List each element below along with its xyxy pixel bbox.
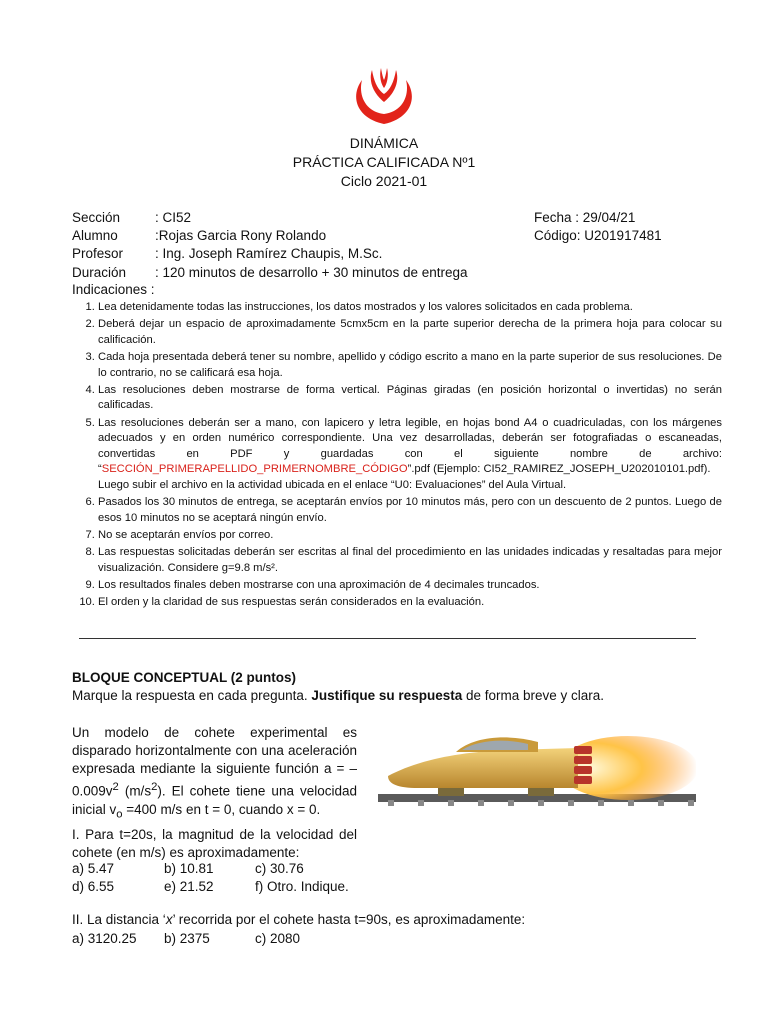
inst-bold: Justifique su respuesta [311, 688, 463, 703]
course-title: DINÁMICA [349, 135, 419, 151]
problem-statement [72, 724, 357, 823]
option-b: b) 10.81 [164, 861, 214, 876]
codigo-value: Código: U201917481 [534, 228, 662, 243]
superscript: 2 [112, 781, 119, 793]
instruction-item: 3. Cada hoja presentada deberá tener su nombre, apellido y código escrito a mano en la parte superior de sus resoluciones. De lo contrario, no se calificará esa hoja. [98, 350, 722, 381]
rocket-sled-illustration [378, 712, 696, 812]
option-a: a) 5.47 [72, 861, 115, 876]
option-d: d) 6.55 [72, 879, 115, 894]
option-e: e) 21.52 [164, 879, 214, 894]
instruction-text: Las resoluciones deberán ser a mano, con lapicero y letra legible, en hojas bond A4 o cuadriculadas, con los márgenes adecuados y en orden numérico correspondiente. Una vez desarrolladas, deberán ser fotografiadas o escaneadas, convertidas en PDF y guardadas con el siguiente nombre de archivo: “ [98, 416, 722, 476]
exam-title: PRÁCTICA CALIFICADA Nº1 [292, 154, 476, 170]
problem-text: Un modelo de cohete experimental es disparado horizontalmente con una aceleración expresada mediante la siguiente función a = –0.009v [72, 725, 357, 799]
instruction-item [98, 545, 722, 576]
instruction-item: 4. Las resoluciones deben mostrarse de forma vertical. Páginas giradas (en posición horizontal o invertidas) no serán calificadas. [98, 383, 722, 414]
q2-text: ’ recorrida por el cohete hasta t=90s, es aproximadamente: [172, 912, 526, 927]
instruction-text: Luego subir el archivo en la actividad ubicada en el enlace “U0: Evaluaciones” del Aula Virtual. [98, 478, 567, 491]
inst-text: Marque la respuesta en cada pregunta. [72, 688, 312, 703]
profesor-value: : Ing. Joseph Ramírez Chaupis, M.Sc. [155, 246, 383, 261]
duracion-label: Duración [72, 265, 127, 280]
profesor-label: Profesor [72, 246, 124, 261]
subscript: o [116, 808, 123, 821]
seccion-value: : CI52 [155, 210, 192, 225]
indicaciones-label: Indicaciones : [72, 282, 155, 297]
instruction-item: 6. Pasados los 30 minutos de entrega, se aceptarán envíos por 10 minutos más, pero con un descuento de 2 puntos. Luego de esos 10 minutos no se aceptará ningún envío. [98, 495, 722, 526]
alumno-value: :Rojas Garcia Rony Rolando [155, 228, 327, 243]
option-c: c) 30.76 [255, 861, 304, 876]
instruction-item: 10. El orden y la claridad de sus respuestas serán considerados en la evaluación. [98, 595, 722, 611]
instruction-item: 1. Lea detenidamente todas las instrucciones, los datos mostrados y los valores solicitados en cada problema. [98, 300, 722, 316]
seccion-label: Sección [72, 210, 121, 225]
option-a: a) 3120.25 [72, 931, 137, 946]
q2-variable: x [165, 912, 173, 927]
filename-format: SECCIÓN_PRIMERAPELLIDO_PRIMERNOMBRE_CÓDIGO [101, 463, 408, 476]
university-logo-icon [348, 66, 420, 128]
fecha-value: Fecha : 29/04/21 [534, 210, 636, 225]
option-f: f) Otro. Indique. [255, 879, 349, 894]
alumno-label: Alumno [72, 228, 118, 243]
problem-text: ). El cohete tiene una velocidad inicial v [72, 783, 358, 817]
q2-text: II. La distancia ‘ [72, 912, 166, 927]
section-instructions [72, 688, 604, 703]
instruction-item: 7. No se aceptarán envíos por correo. [98, 528, 722, 544]
problem-text: (m/s [118, 783, 152, 799]
instruction-item: 9. Los resultados finales deben mostrarse con una aproximación de 4 decimales truncados. [98, 578, 722, 594]
divider [79, 638, 696, 639]
instructions-list [72, 300, 722, 612]
question-2 [72, 912, 525, 927]
instruction-text: ”.pdf (Ejemplo: CI52_RAMIREZ_JOSEPH_U202010101.pdf). [407, 463, 711, 476]
exam-header [0, 134, 768, 191]
option-c: c) 2080 [255, 931, 301, 946]
option-b: b) 2375 [164, 931, 210, 946]
cycle-title: Ciclo 2021-01 [340, 173, 428, 189]
problem-text: =400 m/s en t = 0, cuando x = 0. [122, 801, 321, 817]
duracion-value: : 120 minutos de desarrollo + 30 minutos de entrega [155, 265, 468, 280]
superscript: 2 [151, 781, 158, 793]
question-1: I. Para t=20s, la magnitud de la velocidad del cohete (en m/s) es aproximadamente: [72, 827, 357, 860]
instruction-item [98, 416, 722, 494]
inst-text: de forma breve y clara. [462, 688, 605, 703]
section-title: BLOQUE CONCEPTUAL (2 puntos) [72, 670, 296, 685]
instruction-item: 2. Deberá dejar un espacio de aproximadamente 5cmx5cm en la parte superior derecha de la primera hoja para colocar su calificación. [98, 317, 722, 348]
instruction-text: Las respuestas solicitadas deberán ser escritas al final del procedimiento en las unidades indicadas y resaltadas para mejor visualización. Considere g=9.8 m/s². [98, 546, 722, 574]
